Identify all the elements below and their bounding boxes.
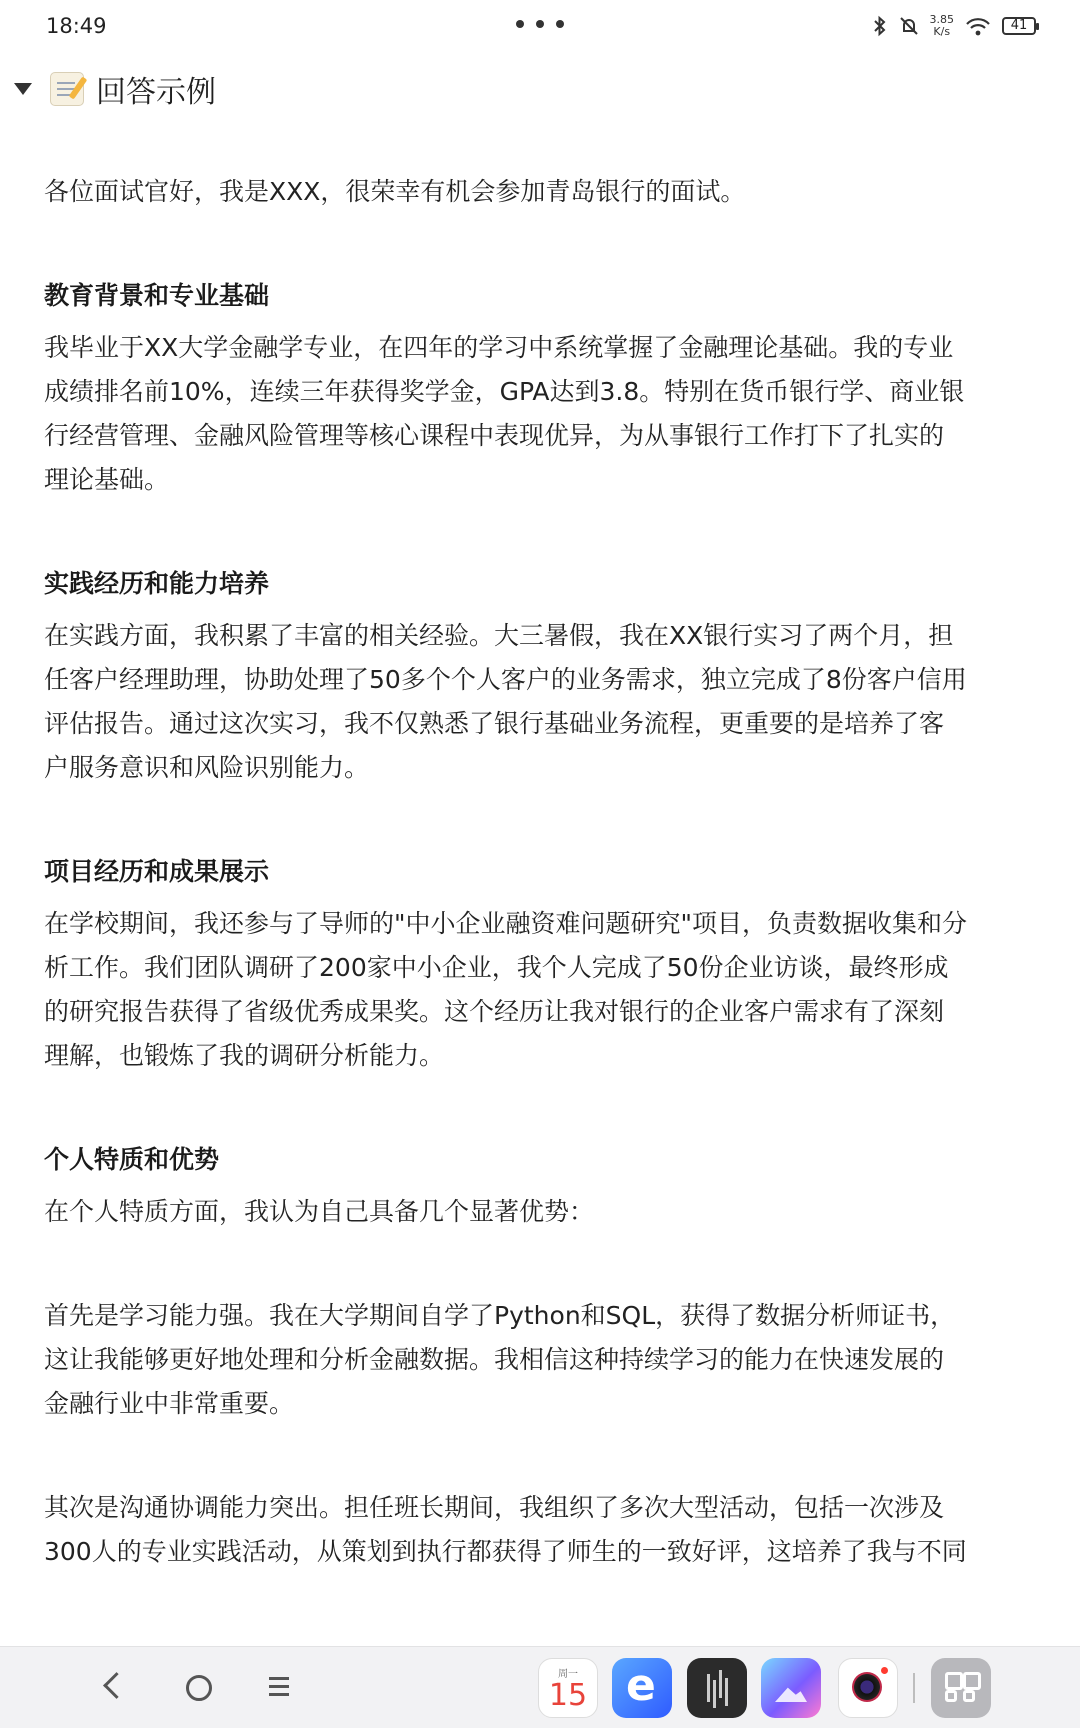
section-body-practice [44, 614, 1044, 790]
battery-level: 41 [1010, 18, 1028, 33]
section-heading-education: 教育背景和专业基础 [44, 281, 270, 310]
paragraph-line: 这让我能够更好地处理和分析金融数据。我相信这种持续学习的能力在快速发展的 [44, 1345, 945, 1374]
app-drawer-icon[interactable] [931, 1658, 991, 1718]
paragraph-line: 评估报告。通过这次实习，我不仅熟悉了银行基础业务流程，更重要的是培养了客 [44, 709, 945, 738]
intro-paragraph: 各位面试官好，我是XXX，很荣幸有机会参加青岛银行的面试。 [44, 177, 746, 206]
status-time: 18:49 [46, 14, 107, 38]
paragraph-first-advantage [44, 1294, 1044, 1426]
paragraph-line: 我毕业于XX大学金融学专业，在四年的学习中系统掌握了金融理论基础。我的专业 [44, 333, 954, 362]
section-heading-practice: 实践经历和能力培养 [44, 569, 270, 598]
net-speed [930, 14, 955, 38]
home-icon[interactable] [178, 1667, 218, 1707]
section-heading-traits: 个人特质和优势 [44, 1145, 220, 1174]
camera-app-icon[interactable] [838, 1658, 898, 1718]
wifi-icon [964, 15, 992, 37]
toggle-block-header[interactable] [14, 64, 216, 114]
paragraph-line: 在个人特质方面，我认为自己具备几个显著优势： [44, 1197, 595, 1226]
paragraph-line: 析工作。我们团队调研了200家中小企业，我个人完成了50份企业访谈，最终形成 [44, 953, 949, 982]
paragraph-line: 的研究报告获得了省级优秀成果奖。这个经历让我对银行的企业客户需求有了深刻 [44, 997, 945, 1026]
memo-icon [50, 72, 84, 106]
navigation-bar [0, 1646, 1080, 1728]
dock-divider [913, 1673, 915, 1703]
battery-icon [1002, 17, 1036, 35]
more-dots-icon[interactable] [516, 20, 564, 28]
paragraph-line: 在学校期间，我还参与了导师的"中小企业融资难问题研究"项目，负责数据收集和分 [44, 909, 968, 938]
paragraph-line: 理论基础。 [44, 465, 170, 494]
net-speed-unit: K/s [933, 25, 951, 38]
calendar-day: 15 [548, 1678, 588, 1713]
back-icon[interactable] [95, 1667, 135, 1707]
net-speed-value: 3.85 [929, 13, 954, 26]
paragraph-line: 300人的专业实践活动，从策划到执行都获得了师生的一致好评，这培养了我与不同 [44, 1537, 967, 1566]
paragraph-line: 户服务意识和风险识别能力。 [44, 753, 370, 782]
calendar-weekday: 周一 [558, 1669, 578, 1680]
paragraph-second-advantage [44, 1486, 1044, 1574]
paragraph-line: 金融行业中非常重要。 [44, 1389, 295, 1418]
mute-bell-icon [898, 15, 920, 37]
paragraph-line: 行经营管理、金融风险管理等核心课程中表现优异，为从事银行工作打下了扎实的 [44, 421, 945, 450]
calendar-app-icon[interactable] [538, 1658, 598, 1718]
gallery-app-icon[interactable] [761, 1658, 821, 1718]
section-body-education [44, 326, 1044, 502]
collapse-triangle-icon[interactable] [14, 83, 32, 95]
menu-icon[interactable] [260, 1667, 300, 1707]
bluetooth-icon [872, 15, 888, 37]
paragraph-line: 成绩排名前10%，连续三年获得奖学金，GPA达到3.8。特别在货币银行学、商业银 [44, 377, 965, 406]
paragraph-line: 理解，也锻炼了我的调研分析能力。 [44, 1041, 445, 1070]
paragraph-line: 首先是学习能力强。我在大学期间自学了Python和SQL，获得了数据分析师证书， [44, 1301, 956, 1330]
status-icons [872, 14, 1037, 38]
paragraph-line: 在实践方面，我积累了丰富的相关经验。大三暑假，我在XX银行实习了两个月，担 [44, 621, 954, 650]
section-heading-project: 项目经历和成果展示 [44, 857, 270, 886]
document-content [44, 170, 1044, 1574]
paragraph-line: 其次是沟通协调能力突出。担任班长期间，我组织了多次大型活动，包括一次涉及 [44, 1493, 945, 1522]
browser-app-icon[interactable] [612, 1658, 672, 1718]
paragraph-line: 任客户经理助理，协助处理了50多个个人客户的业务需求，独立完成了8份客户信用 [44, 665, 967, 694]
section-body-project [44, 902, 1044, 1078]
section-body-traits [44, 1190, 1044, 1234]
toggle-title: 回答示例 [96, 75, 216, 110]
recorder-app-icon[interactable] [687, 1658, 747, 1718]
